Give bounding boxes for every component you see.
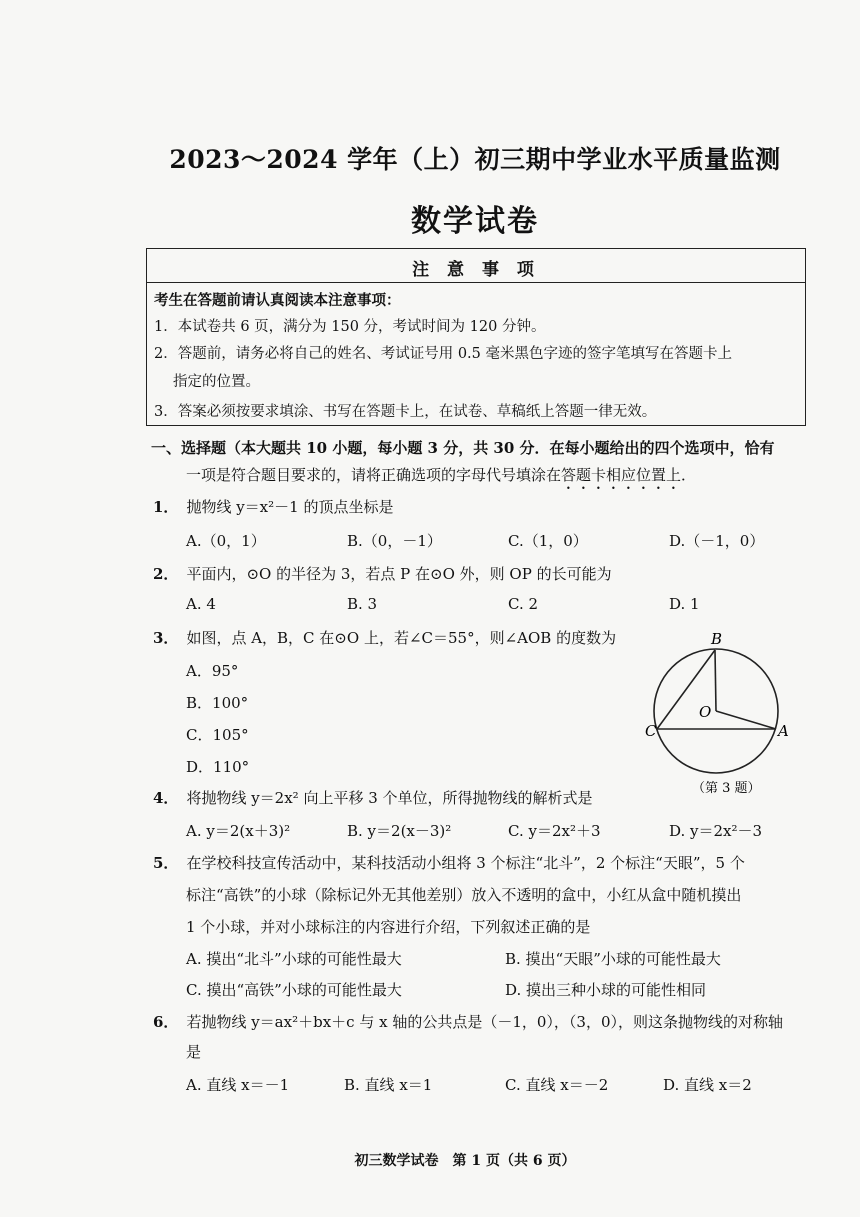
notice-item-3: 3．答案必须按要求填涂、书写在答题卡上，在试卷、草稿纸上答题一律无效。 (154, 404, 657, 420)
q1-option-d: D.（－1，0） (669, 532, 765, 550)
segment-ob (715, 650, 716, 711)
question-stem-line-2: 是 (186, 1043, 202, 1061)
q3-option-c: C．105° (186, 726, 249, 744)
q1-option-a: A.（0，1） (186, 532, 266, 550)
question-number: 3． (153, 629, 179, 647)
question-number: 5． (153, 854, 179, 872)
question-stem-line-2: 标注“高铁”的小球（除标记外无其他差别）放入不透明的盒中，小红从盒中随机摸出 (186, 886, 742, 904)
label-a: A (778, 722, 789, 740)
question-1 (153, 496, 393, 517)
question-stem: 如图，点 A，B，C 在⊙O 上，若∠C＝55°，则∠AOB 的度数为 (186, 629, 617, 647)
question-stem: 抛物线 y＝x²－1 的顶点坐标是 (186, 498, 394, 516)
label-o: O (699, 703, 712, 721)
label-c: C (645, 722, 657, 740)
q4-option-d: D. y＝2x²－3 (669, 822, 763, 840)
q6-option-a: A. 直线 x＝－1 (186, 1076, 290, 1094)
notice-intro: 考生在答题前请认真阅读本注意事项： (154, 292, 401, 309)
notice-divider (147, 282, 805, 283)
q1-option-b: B.（0，－1） (347, 532, 442, 550)
exam-title: 2023～2024 学年（上）初三期中学业水平质量监测 (169, 145, 781, 174)
circle-figure (640, 630, 800, 800)
question-stem-line-1: 若抛物线 y＝ax²＋bx＋c 与 x 轴的公共点是（－1，0），（3，0），则这条抛物线的对称轴 (186, 1013, 783, 1031)
section-instruction-end: ． (681, 466, 697, 484)
question-3 (153, 627, 616, 648)
figure-caption: （第 3 题） (692, 781, 761, 796)
q5-option-c: C. 摸出“高铁”小球的可能性最大 (186, 981, 402, 999)
q3-option-a: A．95° (186, 662, 239, 680)
question-2 (153, 563, 612, 584)
notice-heading: 注 意 事 项 (412, 260, 540, 280)
question-number: 6． (153, 1013, 179, 1031)
q4-option-a: A. y＝2(x＋3)² (186, 822, 291, 840)
question-number: 2． (153, 565, 179, 583)
notice-box (146, 248, 806, 426)
section-instruction: 一项是符合题目要求的，请将正确选项的字母代号填涂在 (186, 466, 562, 484)
q6-option-d: D. 直线 x＝2 (663, 1076, 752, 1094)
q4-option-c: C. y＝2x²＋3 (508, 822, 601, 840)
notice-item-2-cont: 指定的位置。 (173, 374, 260, 390)
q4-option-b: B. y＝2(x－3)² (347, 822, 452, 840)
label-b: B (711, 630, 723, 648)
question-4 (153, 787, 593, 808)
q1-option-c: C.（1，0） (508, 532, 588, 550)
segment-oa (716, 711, 776, 729)
question-stem-line-3: 1 个小球，并对小球标注的内容进行介绍，下列叙述正确的是 (186, 918, 591, 936)
q3-option-d: D．110° (186, 758, 250, 776)
notice-item-1: 1．本试卷共 6 页，满分为 150 分，考试时间为 120 分钟。 (154, 319, 546, 335)
question-6 (153, 1011, 783, 1032)
q2-option-a: A. 4 (186, 595, 216, 613)
q2-option-c: C. 2 (508, 595, 539, 613)
question-number: 4． (153, 789, 179, 807)
section-heading-line1: 一、选择题（本大题共 10 小题，每小题 3 分，共 30 分．在每小题给出的四个选项中，恰有 (151, 439, 775, 457)
question-stem: 将抛物线 y＝2x² 向上平移 3 个单位，所得抛物线的解析式是 (186, 789, 593, 807)
notice-item-2: 2．答题前，请务必将自己的姓名、考试证号用 0.5 毫米黑色字迹的签字笔填写在答题卡上 (154, 346, 732, 362)
q3-option-b: B．100° (186, 694, 249, 712)
q6-option-b: B. 直线 x＝1 (344, 1076, 433, 1094)
section-heading-line2 (186, 464, 696, 493)
question-5 (153, 852, 745, 873)
question-stem: 平面内，⊙O 的半径为 3，若点 P 在⊙O 外，则 OP 的长可能为 (186, 565, 612, 583)
page-footer: 初三数学试卷 第 1 页（共 6 页） (354, 1153, 576, 1169)
q5-option-a: A. 摸出“北斗”小球的可能性最大 (186, 950, 402, 968)
question-stem-line-1: 在学校科技宣传活动中，某科技活动小组将 3 个标注“北斗”，2 个标注“天眼”，5 个 (186, 854, 745, 872)
q5-option-d: D. 摸出三种小球的可能性相同 (505, 981, 707, 999)
q6-option-c: C. 直线 x＝－2 (505, 1076, 609, 1094)
section-instruction-emphasis: 答题卡相应位置上 (561, 466, 682, 484)
q2-option-b: B. 3 (347, 595, 378, 613)
q2-option-d: D. 1 (669, 595, 700, 613)
q5-option-b: B. 摸出“天眼”小球的可能性最大 (505, 950, 721, 968)
exam-subtitle: 数学试卷 (411, 204, 539, 239)
question-number: 1． (153, 498, 179, 516)
